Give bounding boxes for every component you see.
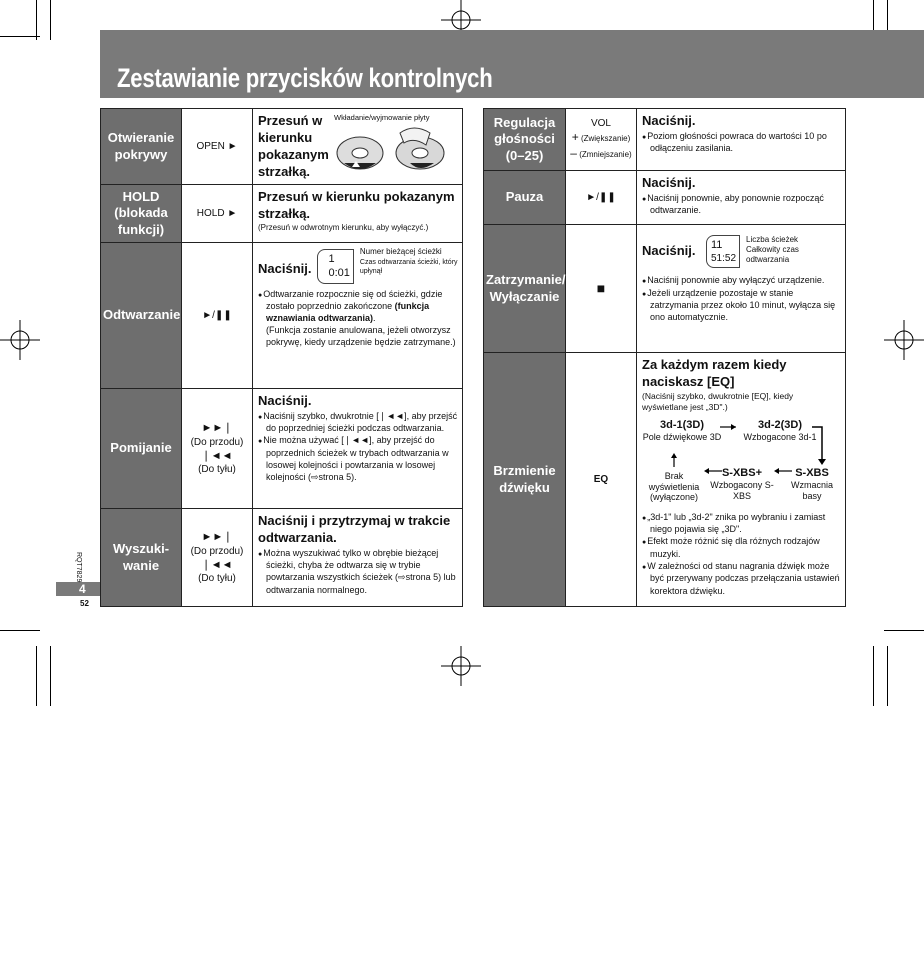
row-description	[253, 389, 463, 509]
bullet-end: .	[373, 313, 376, 324]
table-row	[101, 389, 463, 509]
vol-minus-label: (Zmniejszanie)	[579, 150, 632, 159]
skip-back-label: (Do tyłu)	[198, 463, 236, 475]
crop-mark	[50, 0, 51, 40]
vol-minus-icon: –	[570, 146, 577, 160]
search-forward-icon: ►►❘	[201, 531, 233, 544]
row-label: Brzmienie dźwięku	[484, 353, 566, 607]
side-tab-number: 4	[79, 582, 86, 596]
eq-cycle-arrows	[642, 419, 842, 511]
row-description	[253, 243, 463, 389]
bullet: ● Efekt może różnić się dla różnych rodzajów muzyki.	[642, 535, 841, 560]
row-label: Wyszuki-wanie	[101, 509, 182, 607]
row-description	[253, 509, 463, 607]
action-heading: Przesuń w kierunku pokazanym strzałką.	[258, 113, 329, 179]
image-caption: Wkładanie/wyjmowanie płyty	[334, 113, 430, 122]
registration-mark-icon	[0, 320, 40, 360]
bullet: ● Można wyszukiwać tylko w obrębie bieżącej ścieżki, chyba że odtwarza się w trybie powtarzania wszystkich ścieżek (⇨strona 5) lub odtwarzania normalnego.	[258, 547, 458, 596]
search-back-label: (Do tyłu)	[198, 572, 236, 584]
action-heading: Naciśnij.	[642, 243, 696, 258]
crop-mark	[887, 646, 888, 706]
eq-mode-desc: Pole dźwiękowe 3D	[642, 432, 722, 443]
table-row	[484, 109, 846, 171]
action-heading: Naciśnij i przytrzymaj w trakcie odtwarzania.	[258, 513, 451, 545]
display-labels	[746, 235, 841, 265]
crop-mark	[36, 0, 37, 40]
eq-mode-label: 3d-1(3D)	[659, 418, 704, 431]
registration-mark-icon	[441, 646, 481, 686]
row-description	[637, 225, 846, 353]
row-description	[637, 171, 846, 225]
page-number: 52	[80, 599, 89, 608]
eq-mode-label: S-XBS+	[721, 466, 763, 479]
vol-plus-icon: +	[571, 130, 579, 145]
display-tracks: 11	[710, 239, 723, 251]
eq-mode-desc: Wzbogacony S-XBS	[710, 480, 774, 501]
search-forward-label: (Do przodu)	[190, 545, 244, 557]
bullet: ● Naciśnij ponownie aby wyłączyć urządzenie.	[642, 274, 841, 286]
action-heading: Naciśnij.	[642, 175, 696, 190]
action-heading: Za każdym razem kiedy naciskasz [EQ]	[642, 357, 787, 389]
lcd-display	[317, 249, 353, 284]
row-label: Pomijanie	[101, 389, 182, 509]
row-label: Odtwarzanie	[101, 243, 182, 389]
row-label: HOLD (blokada funkcji)	[101, 185, 182, 243]
registration-mark-icon	[884, 320, 924, 360]
crop-mark	[50, 646, 51, 706]
bullet: ● W zależności od stanu nagrania dźwięk może być przerywany podczas przełączania ustawień korektora dźwięku.	[642, 560, 841, 597]
table-row	[101, 509, 463, 607]
bullet-bold: (funkcja wznawiania odtwarzania)	[266, 301, 430, 324]
volume-controls	[566, 109, 637, 171]
row-label: Zatrzymanie/ Wyłączanie	[484, 225, 566, 353]
row-description	[637, 109, 846, 171]
hold-switch: HOLD ►	[182, 185, 253, 243]
display-label-total: Całkowity czas odtwarzania	[746, 245, 799, 264]
action-note: (Naciśnij szybko, dwukrotnie [EQ], kiedy wyświetlane jest „3D".)	[642, 390, 794, 412]
table-row	[484, 225, 846, 353]
display-track: 1	[328, 253, 335, 265]
table-row	[484, 171, 846, 225]
skip-controls	[182, 389, 253, 509]
action-heading: Naciśnij.	[642, 113, 696, 128]
row-label: Regulacja głośności (0–25)	[484, 109, 566, 171]
bullet: ● Naciśnij szybko, dwukrotnie [❘◄◄], aby przejść do poprzedniej ścieżki podczas odtwarzania.	[258, 410, 458, 435]
bullet-note: (Funkcja zostanie anulowana, jeżeli otworzysz pokrywę, kiedy urządzenie będzie zatrzymane.)	[266, 325, 456, 348]
action-heading: Przesuń w kierunku pokazanym strzałką.	[258, 189, 455, 221]
row-label: Pauza	[484, 171, 566, 225]
eq-mode-desc: Wzbogacone 3d-1	[743, 432, 817, 443]
display-labels	[360, 247, 458, 277]
skip-back-icon: ❘◄◄	[201, 449, 233, 462]
disc-insertion-illustration	[334, 123, 454, 175]
action-note: (Przesuń w odwrotnym kierunku, aby wyłączyć.)	[258, 222, 429, 232]
action-heading: Naciśnij.	[258, 261, 312, 276]
eq-mode-label: S-XBS	[795, 466, 829, 479]
bullet: ● Poziom głośności powraca do wartości 10 po odłączeniu zasilania.	[642, 130, 841, 155]
bullet	[258, 288, 458, 325]
display-label-tracks: Liczba ścieżek	[746, 235, 799, 244]
display-total: 51:52	[710, 253, 737, 265]
document-code: RQT7829	[75, 552, 82, 583]
crop-mark	[884, 630, 924, 631]
bullet: ● „3d-1" lub „3d-2" znika po wybraniu i zamiast niego pojawia się „3D".	[642, 511, 841, 536]
skip-forward-icon: ►►❘	[201, 422, 233, 435]
bullet: ● Jeżeli urządzenie pozostaje w stanie zatrzymania przez około 10 minut, wyłącza się ono automatycznie.	[642, 287, 841, 324]
vol-label: VOL	[590, 118, 611, 130]
table-row	[101, 185, 463, 243]
header-banner	[100, 30, 924, 98]
crop-mark	[0, 36, 40, 37]
row-description	[253, 185, 463, 243]
action-heading: Naciśnij.	[258, 393, 312, 408]
eq-cycle-diagram	[642, 419, 842, 511]
crop-mark	[0, 630, 40, 631]
skip-forward-label: (Do przodu)	[190, 436, 244, 448]
page-title: Zestawianie przycisków kontrolnych	[117, 63, 493, 93]
left-controls-table	[100, 108, 463, 607]
display-label-track: Numer bieżącej ścieżki	[359, 247, 442, 256]
search-back-icon: ❘◄◄	[201, 558, 233, 571]
open-switch: OPEN ►	[182, 109, 253, 185]
row-description	[253, 109, 463, 185]
row-description	[637, 353, 846, 607]
crop-mark	[873, 646, 874, 706]
vol-plus-label: (Zwiększanie)	[580, 134, 631, 144]
table-row	[101, 243, 463, 389]
eq-mode-desc: Wzmacnia basy	[790, 480, 833, 501]
display-label-time: Czas odtwarzania ścieżki, który upłynął	[359, 259, 458, 275]
play-pause-button: ►/❚❚	[182, 243, 253, 389]
table-row	[484, 353, 846, 607]
lcd-display	[706, 235, 740, 268]
eq-mode-node: Brak wyświetlenia (wyłączone)	[648, 470, 700, 503]
bullet: ● Naciśnij ponownie, aby ponownie rozpocząć odtwarzanie.	[642, 192, 841, 217]
pause-button: ►/❚❚	[566, 171, 637, 225]
row-label: Otwieranie pokrywy	[101, 109, 182, 185]
stop-button: ■	[566, 225, 637, 353]
crop-mark	[36, 646, 37, 706]
display-time: 0:01	[328, 267, 350, 280]
table-row	[101, 109, 463, 185]
eq-mode-label: 3d-2(3D)	[757, 418, 802, 431]
right-controls-table	[483, 108, 846, 607]
side-tab	[56, 582, 100, 596]
bullet-text: Odtwarzanie rozpocznie się od ścieżki, gdzie zostało poprzednio zakończone	[263, 288, 443, 312]
eq-button: EQ	[566, 353, 637, 607]
bullet: ● Nie można używać [❘◄◄], aby przejść do poprzednich ścieżek w trybach odtwarzania w losowej kolejności i powtarzania w losowej kolejności (⇨strona 5).	[258, 434, 458, 483]
search-controls	[182, 509, 253, 607]
